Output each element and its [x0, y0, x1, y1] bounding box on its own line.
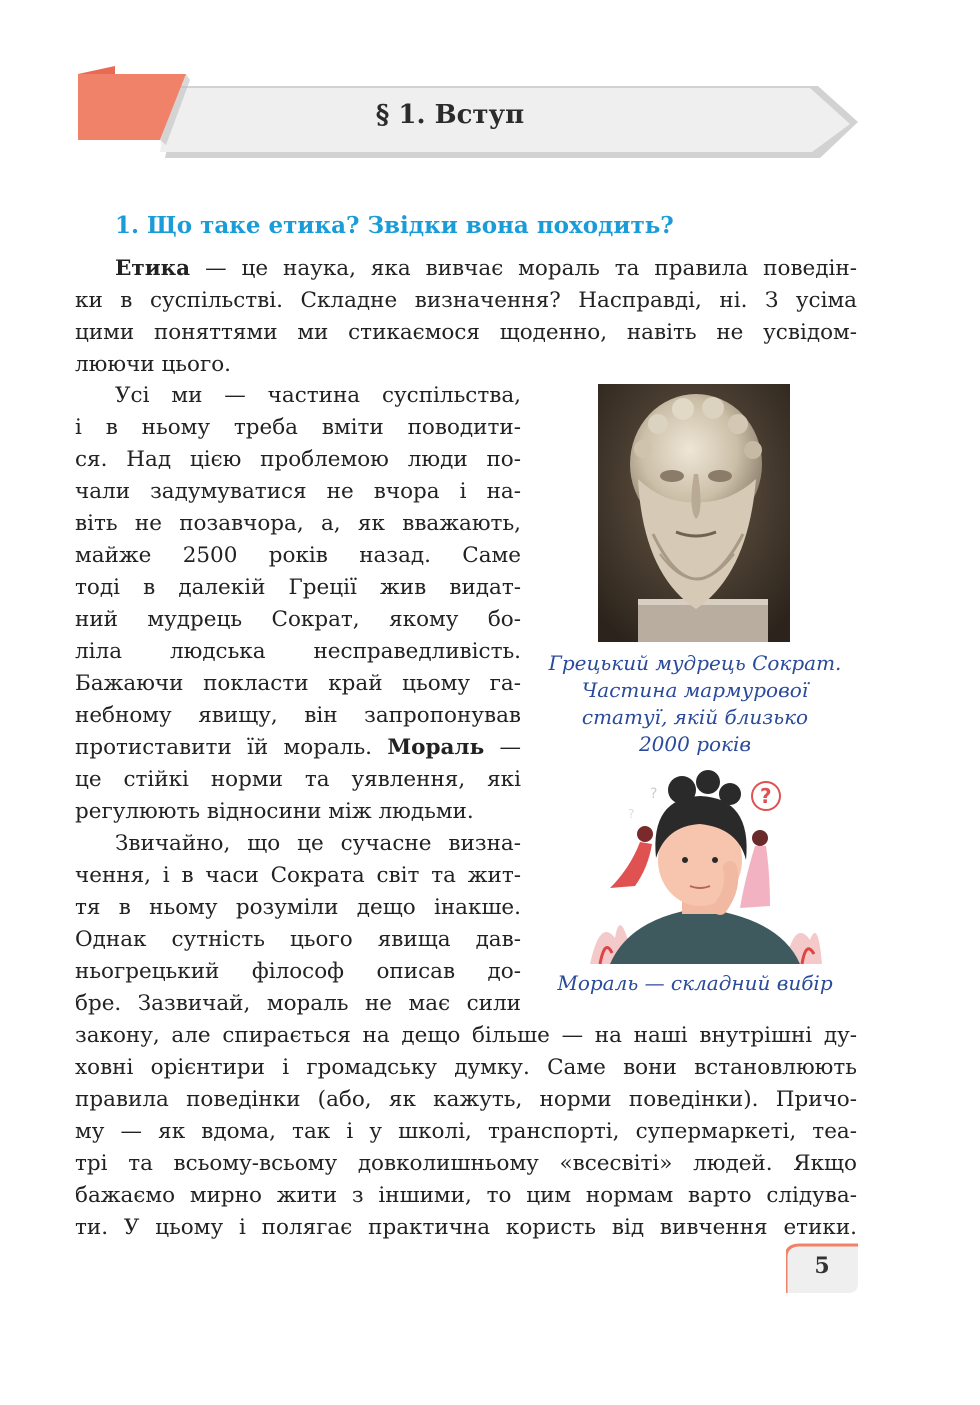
text-line: віть не позавчора, а, як вважають, — [75, 511, 521, 536]
text-line: чення, і в часи Сократа світ та жит- — [75, 863, 521, 888]
text-line: трі та всьому-всьому довколишньому «всесвіті» людей. Якщо — [75, 1151, 857, 1176]
text-line: бажаємо мирно жити з іншими, то цим нормам варто слідува- — [75, 1183, 857, 1208]
text-line: небному явищу, він запропонував — [75, 703, 521, 728]
text-line: тя в ньому розуміли дещо інакше. — [75, 895, 521, 920]
text-line: Звичайно, що це сучасне визна- — [115, 831, 521, 856]
svg-text:?: ? — [628, 807, 635, 821]
text-line: це стійкі норми та уявлення, які — [75, 767, 521, 792]
text-line — [75, 253, 857, 285]
text-line: бре. Зазвичай, мораль не має сили — [75, 991, 521, 1016]
paragraph-column — [75, 380, 521, 1020]
svg-text:?: ? — [760, 784, 772, 808]
text-line: ліла людська несправедливість. — [75, 639, 521, 664]
text-line: Усі ми — частина суспільства, — [115, 383, 521, 408]
text-span: — — [484, 735, 521, 760]
section-title: § 1. Вступ — [375, 100, 525, 130]
text-span: — це наука, яка вивчає мораль та правила поведін- — [190, 256, 857, 281]
term-ethics: Етика — [115, 256, 191, 281]
text-line: люючи цього. — [75, 352, 231, 377]
text-line: цими поняттями ми стикаємося щоденно, навіть не усвідом- — [75, 320, 857, 345]
text-line: ки в суспільстві. Складне визначення? Насправді, ні. З усіма — [75, 288, 857, 313]
text-line: ньогрецький філософ описав до- — [75, 959, 521, 984]
text-line: Бажаючи покласти край цьому га- — [75, 671, 521, 696]
text-line: регулюють відносини між людьми. — [75, 799, 474, 824]
page-number: 5 — [814, 1253, 830, 1279]
text-line: ний мудрець Сократ, якому бо- — [75, 607, 521, 632]
paragraph-continuation — [75, 1020, 857, 1244]
caption-line: 2000 років — [638, 732, 752, 756]
caption-line: Частина мармурової — [581, 678, 809, 702]
caption-line: Грецький мудрець Сократ. — [548, 651, 842, 675]
text-line: ти. У цьому і полягає практична користь від вивчення етики. — [75, 1215, 857, 1240]
term-morality: Мораль — [387, 735, 485, 760]
subheading: 1. Що таке етика? Звідки вона походить? — [115, 212, 674, 239]
text-line: майже 2500 років назад. Саме — [75, 543, 521, 568]
paragraph-intro — [75, 253, 857, 381]
text-line — [75, 732, 521, 764]
text-line: ховні орієнтири і громадську думку. Саме вони встановлюють — [75, 1055, 857, 1080]
text-line: правила поведінки (або, як кажуть, норми поведінки). Причо- — [75, 1087, 857, 1112]
figure-caption-moral-choice: Мораль — складний вибір — [557, 971, 833, 995]
svg-text:?: ? — [650, 786, 658, 802]
section-header-band — [0, 0, 980, 170]
text-line: і в ньому треба вміти поводити- — [75, 415, 521, 440]
figure-caption-socrates — [530, 650, 860, 758]
text-line: ся. Над цією проблемою люди по- — [75, 447, 521, 472]
caption-line: статуї, якій близько — [581, 705, 809, 729]
text-line: закону, але спирається на дещо більше — на наші внутрішні ду- — [75, 1023, 857, 1048]
moral-choice-illustration — [570, 768, 832, 964]
text-line: тоді в далекій Греції жив видат- — [75, 575, 521, 600]
text-line: му — як вдома, так і у школі, транспорті, супермаркеті, теа- — [75, 1119, 857, 1144]
text-span: протиставити їй мораль. — [75, 735, 388, 760]
socrates-bust-image — [598, 384, 790, 642]
text-line: Однак сутність цього явища дав- — [75, 927, 521, 952]
text-line: чали задумуватися не вчора і на- — [75, 479, 521, 504]
